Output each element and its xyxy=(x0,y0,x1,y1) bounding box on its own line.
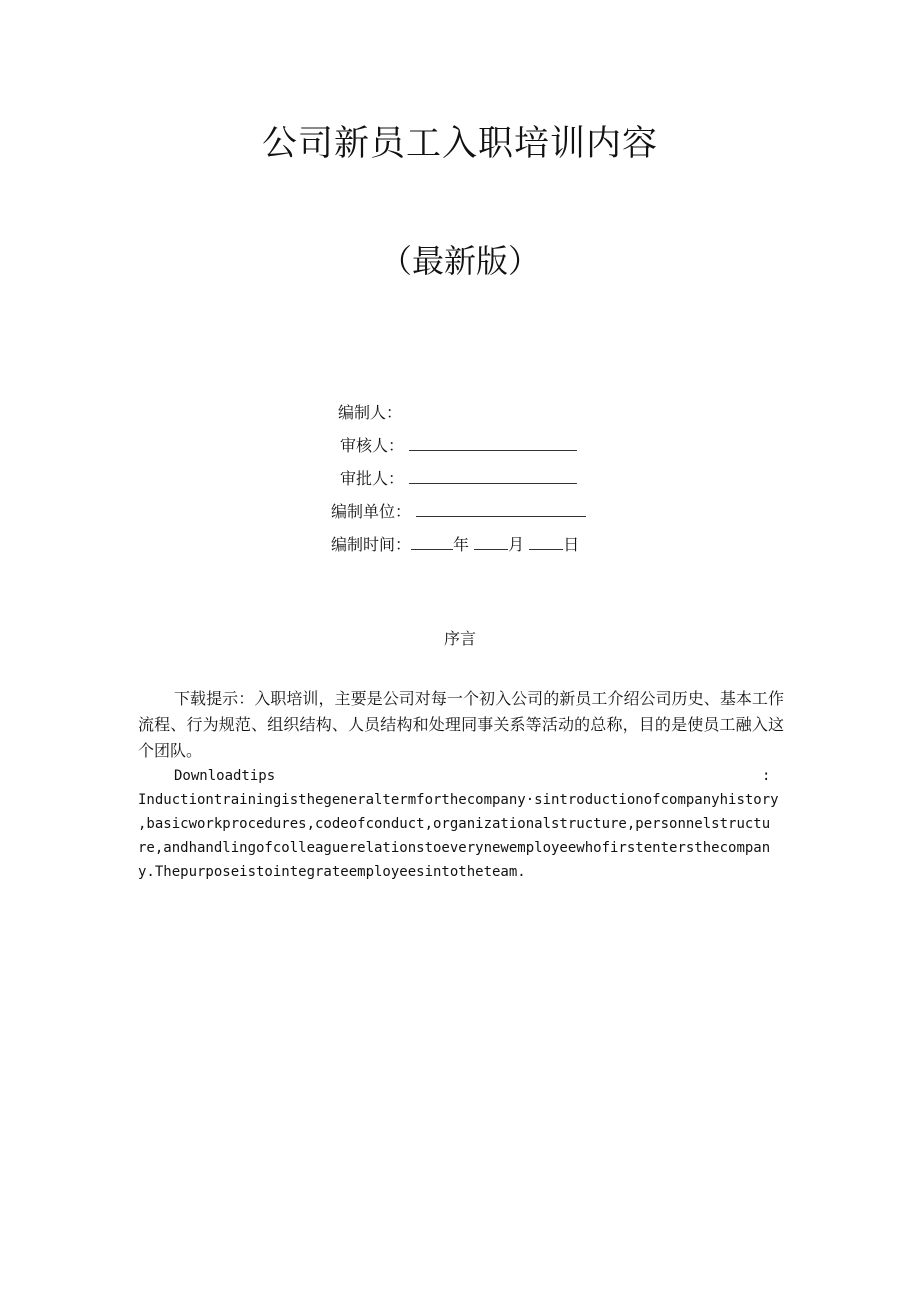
reviewer-label: 审核人： xyxy=(340,436,405,455)
preface-en-line-4: y.Thepurposeistointegrateemployeesintotheteam. xyxy=(138,864,526,880)
month-blank xyxy=(474,535,508,550)
year-label: 年 xyxy=(453,535,470,554)
day-blank xyxy=(529,535,563,550)
unit-label: 编制单位： xyxy=(331,502,412,521)
approver-row xyxy=(340,469,577,489)
time-label: 编制时间： xyxy=(331,535,412,554)
reviewer-blank xyxy=(409,436,577,451)
unit-blank xyxy=(416,502,586,517)
preface-en-line-3: re,andhandlingofcolleaguerelationstoeverynewemployeewhofirstentersthecompan xyxy=(138,840,771,856)
document-subtitle: （最新版） xyxy=(379,242,540,280)
approver-blank xyxy=(409,469,577,484)
preface-en-line-1: Inductiontrainingisthegeneraltermforthecompany·sintroductionofcompanyhistory xyxy=(138,792,779,808)
month-label: 月 xyxy=(508,535,525,554)
unit-row xyxy=(331,502,586,522)
approver-label: 审批人： xyxy=(340,469,405,488)
download-tips-label: Downloadtips xyxy=(174,768,276,784)
preface-cn-paragraph: 下载提示：入职培训，主要是公司对每一个初入公司的新员工介绍公司历史、基本工作流程、行为规范、组织结构、人员结构和处理同事关系等活动的总称，目的是使员工融入这个团队。 xyxy=(138,689,784,760)
reviewer-row xyxy=(340,436,577,456)
document-title: 公司新员工入职培训内容 xyxy=(261,124,658,164)
compiler-row xyxy=(338,403,402,423)
preface-heading: 序言 xyxy=(443,629,476,648)
time-row xyxy=(331,535,579,555)
compiler-label: 编制人： xyxy=(338,403,403,422)
download-tips-colon: : xyxy=(762,768,771,784)
day-label: 日 xyxy=(563,535,580,554)
year-blank xyxy=(411,535,453,550)
preface-en-line-2: ,basicworkprocedures,codeofconduct,organizationalstructure,personnelstructu xyxy=(138,816,771,832)
